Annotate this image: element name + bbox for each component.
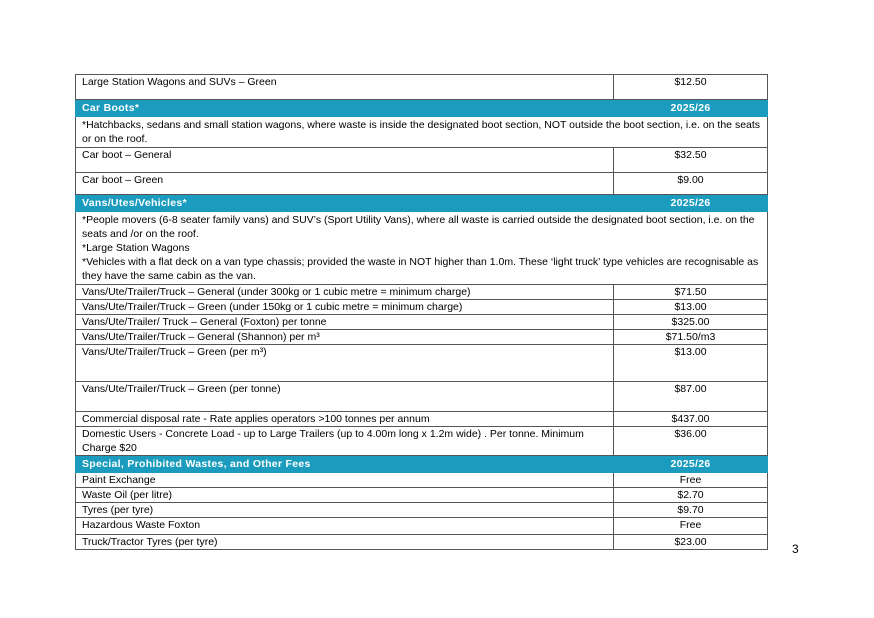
fee-description: Large Station Wagons and SUVs – Green: [76, 75, 614, 100]
fee-amount: $12.50: [614, 75, 768, 100]
note-line: *People movers (6-8 seater family vans) and SUV’s (Sport Utility Vans), where all waste is carried outside the designated boot section, i.e. on the seats and /or on the roof.: [82, 214, 755, 240]
fee-description: Waste Oil (per litre): [76, 488, 614, 503]
fee-amount: $9.00: [614, 173, 768, 195]
fee-row: [76, 300, 768, 315]
section-year: 2025/26: [614, 195, 768, 212]
fee-row: [76, 148, 768, 173]
fee-description: Vans/Ute/Trailer/Truck – General (under 300kg or 1 cubic metre = minimum charge): [76, 285, 614, 300]
section-note-row: [76, 117, 768, 148]
fee-description: Paint Exchange: [76, 473, 614, 488]
fee-row: [76, 75, 768, 100]
fee-amount: $437.00: [614, 412, 768, 427]
section-note-row: [76, 212, 768, 285]
section-title: Special, Prohibited Wastes, and Other Fees: [76, 456, 614, 473]
fees-table: [75, 74, 768, 550]
fee-row: [76, 285, 768, 300]
fee-amount: $9.70: [614, 503, 768, 518]
fee-amount: $71.50: [614, 285, 768, 300]
fee-description: Vans/Ute/Trailer/Truck – Green (under 150kg or 1 cubic metre = minimum charge): [76, 300, 614, 315]
fee-row: [76, 315, 768, 330]
fee-amount: $87.00: [614, 382, 768, 412]
fee-amount: $32.50: [614, 148, 768, 173]
fee-row: [76, 473, 768, 488]
fee-amount: Free: [614, 518, 768, 535]
fee-amount: $13.00: [614, 345, 768, 382]
fee-row: [76, 518, 768, 535]
fee-row: [76, 173, 768, 195]
section-header-row: [76, 100, 768, 117]
section-note: [76, 212, 768, 285]
fee-description: Commercial disposal rate - Rate applies operators >100 tonnes per annum: [76, 412, 614, 427]
fee-description: Hazardous Waste Foxton: [76, 518, 614, 535]
section-year: 2025/26: [614, 100, 768, 117]
page-number: 3: [792, 542, 799, 556]
fee-row: [76, 488, 768, 503]
section-header-row: [76, 456, 768, 473]
fee-row: [76, 345, 768, 382]
note-line: *Vehicles with a flat deck on a van type chassis; provided the waste in NOT higher than 1.0m. These ‘light truck’ type vehicles are recognisable as they have the same cabin as the van.: [82, 256, 759, 282]
fee-amount: $36.00: [614, 427, 768, 456]
fee-amount: $13.00: [614, 300, 768, 315]
fee-amount: $71.50/m3: [614, 330, 768, 345]
section-note: [76, 117, 768, 148]
note-line: *Large Station Wagons: [82, 242, 190, 254]
fee-row: [76, 535, 768, 550]
fee-amount: $23.00: [614, 535, 768, 550]
fee-description: Car boot – Green: [76, 173, 614, 195]
section-title: Vans/Utes/Vehicles*: [76, 195, 614, 212]
fee-description: Vans/Ute/Trailer/ Truck – General (Foxton) per tonne: [76, 315, 614, 330]
fee-description: Vans/Ute/Trailer/Truck – Green (per m³): [76, 345, 614, 382]
note-line: *Hatchbacks, sedans and small station wagons, where waste is inside the designated boot section, NOT outside the boot section, i.e. on the seats or on the roof.: [82, 119, 761, 145]
fee-description: Tyres (per tyre): [76, 503, 614, 518]
section-title: Car Boots*: [76, 100, 614, 117]
fee-description: Domestic Users - Concrete Load - up to Large Trailers (up to 4.00m long x 1.2m wide) . Per tonne. Minimum Charge $20: [76, 427, 614, 456]
fee-description: Vans/Ute/Trailer/Truck – Green (per tonne): [76, 382, 614, 412]
fee-amount: $2.70: [614, 488, 768, 503]
fee-row: [76, 427, 768, 456]
fee-amount: Free: [614, 473, 768, 488]
fee-row: [76, 382, 768, 412]
fee-description: Vans/Ute/Trailer/Truck – General (Shannon) per m³: [76, 330, 614, 345]
fee-row: [76, 412, 768, 427]
section-year: 2025/26: [614, 456, 768, 473]
fee-row: [76, 503, 768, 518]
section-header-row: [76, 195, 768, 212]
fee-description: Car boot – General: [76, 148, 614, 173]
fee-amount: $325.00: [614, 315, 768, 330]
fee-row: [76, 330, 768, 345]
fee-description: Truck/Tractor Tyres (per tyre): [76, 535, 614, 550]
fees-table-body: [76, 75, 768, 550]
